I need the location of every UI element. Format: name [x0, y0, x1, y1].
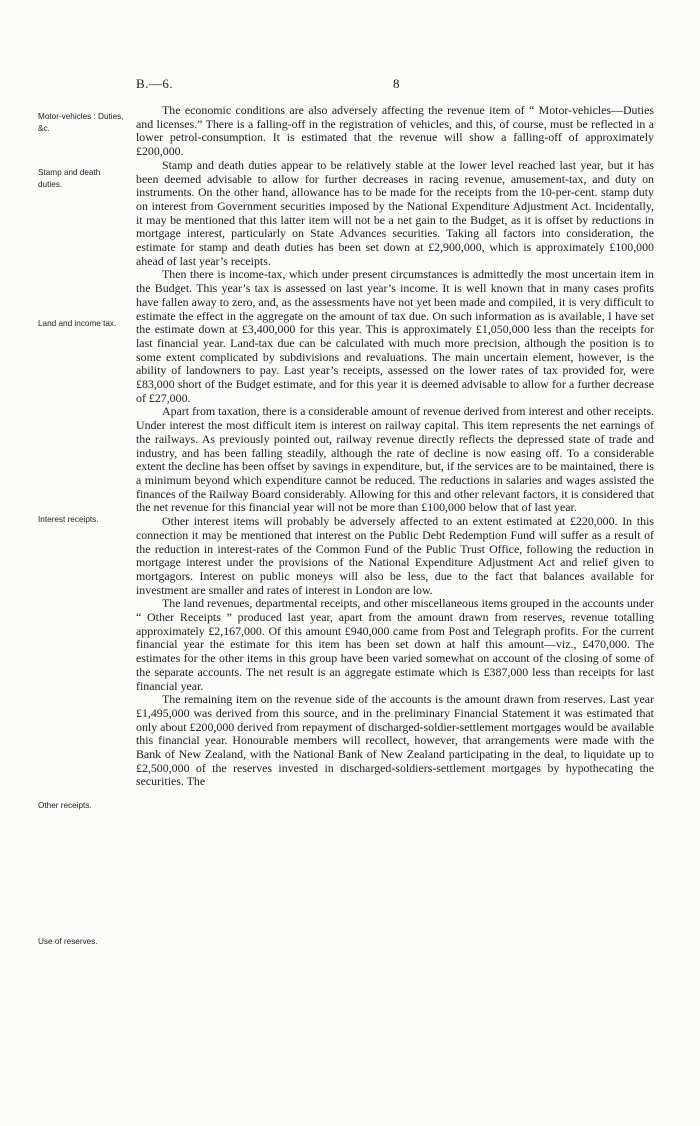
page-header — [0, 76, 700, 96]
paragraph-motor-vehicles: The economic conditions are also adversely affecting the revenue item of “ Motor-vehicles—Duties and licenses.” There is a falling-off in the registration of vehicles, and this, of course, must be reflected in a lower petrol-consumption. It is estimated that the revenue will show a falling-off of approximately £200,000. — [136, 103, 654, 159]
page-number: 8 — [393, 76, 400, 91]
paragraph-interest-receipts: Apart from taxation, there is a considerable amount of revenue derived from interest and other receipts. Under interest the most difficult item is interest on railway capital. This item represents the net earnings of the railways. As previously pointed out, railway revenue directly reflects the depressed state of trade and industry, and has been falling steadily, although the rate of decline is now easing off. To a considerable extent the decline has been offset by savings in expenditure, but, if the services are to be maintained, there is a minimum beyond which expenditure cannot be reduced. The reductions in salaries and wages assisted the finances of the Railway Board considerably. Allowing for this and other relevant factors, it is considered that the net revenue for this financial year will not be more than £100,000 below that of last year. — [136, 404, 654, 515]
margin-note-stamp-death-duties: Stamp and death duties. — [38, 168, 101, 189]
margin-note-use-of-reserves: Use of reserves. — [38, 937, 98, 946]
margin-note-other-receipts: Other receipts. — [38, 801, 92, 810]
margin-note-motor-vehicles: Motor-vehicles : Duties, &c. — [38, 112, 124, 133]
paragraph-stamp-death-duties: Stamp and death duties appear to be relatively stable at the lower level reached last year, but it has been deemed advisable to allow for further decreases in racing revenue, amusement-tax, and duty on instruments. On the other hand, allowance has to be made for the receipts from the 10-per-cent. stamp duty on interest from Government securities imposed by the National Expenditure Adjustment Act. Incidentally, it may be mentioned that this latter item will not be a net gain to the Budget, as it is offset by reductions in mortgage interest, particularly on State Advances securities. Taking all factors into consideration, the estimate for stamp and death duties has been set down at £2,900,000, which is approximately £100,000 ahead of last year’s receipts. — [136, 157, 654, 268]
margin-note-land-income-tax: Land and income tax. — [38, 319, 117, 328]
paragraph-income-tax: Then there is income-tax, which under present circumstances is admittedly the most uncertain item in the Budget. This year’s tax is assessed on last year’s income. It is well known that in many cases profits have fallen away to zero, and, as the assessments have not yet been made and compiled, it is very difficult to estimate the effect in the aggregate on the amount of tax due. On such information as is available, I have set the estimate down at £3,400,000 for this year. This is approximately £1,050,000 less than the receipts for last financial year. Land-tax due can be calculated with much more precision, although the position is to some extent complicated by subdivisions and revaluations. The main uncertain element, however, is the ability of landowners to pay. Last year’s receipts, assessed on the lower rates of tax provided for, were £83,000 short of the Budget estimate, and for this year it is deemed advisable to allow for a further decrease of £27,000. — [136, 267, 654, 405]
paragraph-other-interest: Other interest items will probably be adversely affected to an extent estimated at £220,000. In this connection it may be mentioned that interest on the Public Debt Redemption Fund will suffer as a result of the reduction in interest-rates of the Common Fund of the Public Trust Office, following the reduction in mortgage interest under the provisions of the National Expenditure Adjustment Act and relief given to mortgagors. Interest on public moneys will also be less, due to the fact that balances available for investment are smaller and rates of interest in London are low. — [136, 514, 654, 597]
paragraph-use-of-reserves: The remaining item on the revenue side of the accounts is the amount drawn from reserves. Last year £1,495,000 was derived from this source, and in the preliminary Financial Statement it was estimated that only about £200,000 derived from repayment of discharged-soldier-settlement mortgages would be available this financial year. Honourable members will recollect, however, that arrangements were made with the Bank of New Zealand, with the National Bank of New Zealand participating in the deal, to liquidate up to £2,500,000 of the reserves invested in discharged-soldiers-settlement mortgages by hypothecating the securities. The — [136, 692, 654, 789]
body-text — [136, 104, 654, 789]
paragraph-other-receipts: The land revenues, departmental receipts, and other miscellaneous items grouped in the accounts under “ Other Receipts ” produced last year, apart from the amount drawn from reserves, revenue totalling approximately £2,167,000. Of this amount £940,000 came from Post and Telegraph profits. For the current financial year the estimate for this item has been set down at half this amount—viz., £470,000. The estimates for the other items in this group have been varied somewhat on account of the closing of some of the separate accounts. The net result is an aggregate estimate which is £387,000 less than receipts for last financial year. — [136, 596, 654, 693]
document-reference: B.—6. — [136, 76, 174, 91]
margin-note-interest-receipts: Interest receipts. — [38, 515, 99, 524]
